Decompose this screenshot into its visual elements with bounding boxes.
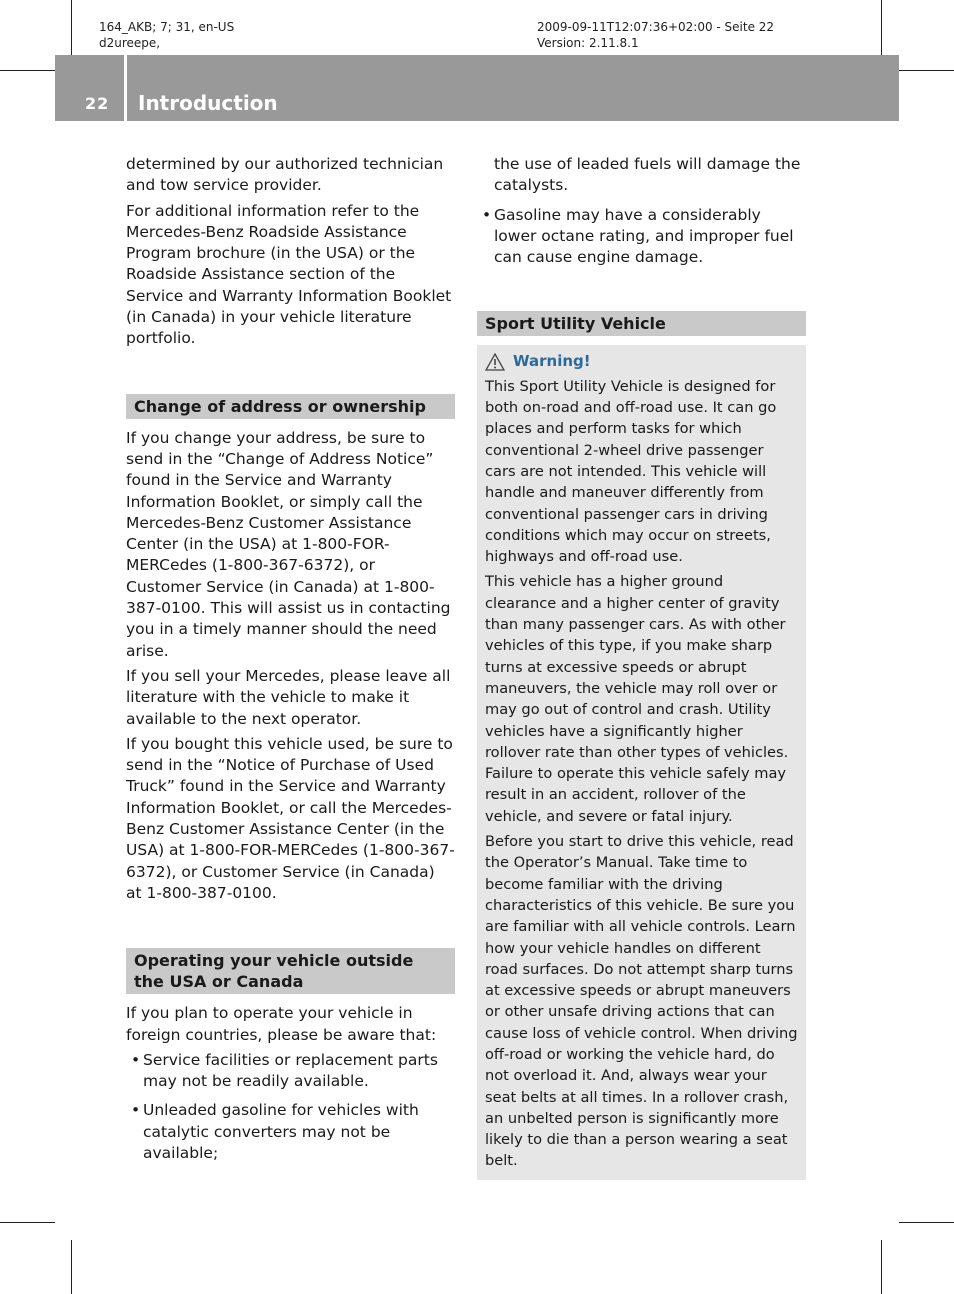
warning-paragraph: This vehicle has a higher ground clearance and a higher center of gravity than many passenger cars. As with other vehicles of this type, if you make sharp turns at excessive speeds or abrupt maneuvers, the vehicle may roll over or may go out of control and crash. Utility vehicles have a significantly higher rollover rate than other types of vehicles. Failure to operate this vehicle safely may result in an accident, rollover of the vehicle, and severe or fatal injury. xyxy=(485,573,789,825)
crop-mark xyxy=(899,1222,954,1223)
crop-mark xyxy=(71,1240,72,1294)
warning-paragraph: Before you start to drive this vehicle, read the Operator’s Manual. Take time to become familiar with the driving characteristics of this vehicle. Be sure you are familiar with all vehicle controls. Learn how your vehicle handles on different road surfaces. Do not attempt sharp turns at excessive speeds or abrupt maneuvers or other unsafe driving actions that can cause loss of vehicle control. When driving off-road or working the vehicle hard, do not overload it. And, always wear your seat belts at all times. In a rollover crash, an unbelted person is significantly more likely to die than a person wearing a seat belt. xyxy=(485,833,798,1170)
paragraph: determined by our authorized technician and tow service provider. xyxy=(126,155,444,195)
crop-mark xyxy=(899,70,954,71)
heading-sport-utility-vehicle: Sport Utility Vehicle xyxy=(477,311,806,336)
page-number: 22 xyxy=(85,94,110,113)
left-column xyxy=(126,154,455,1172)
heading-change-of-address: Change of address or ownership xyxy=(126,394,455,419)
list-item-text: Service facilities or replacement parts may not be readily available. xyxy=(143,1050,438,1091)
print-meta-line: Version: 2.11.8.1 xyxy=(537,36,639,50)
crop-mark xyxy=(0,1222,55,1223)
print-meta-line: d2ureepe, xyxy=(99,36,161,50)
list-item-text: the use of leaded fuels will damage the catalysts. xyxy=(494,155,801,195)
list-item-text: Gasoline may have a considerably lower octane rating, and improper fuel can cause engine damage. xyxy=(494,205,794,267)
list-item-text: Unleaded gasoline for vehicles with catalytic converters may not be available; xyxy=(143,1101,419,1162)
paragraph: If you sell your Mercedes, please leave all literature with the vehicle to make it available to the next operator. xyxy=(126,666,451,728)
paragraph: If you change your address, be sure to send in the “Change of Address Notice” found in the Service and Warranty Information Booklet, or simply call the Mercedes-Benz Customer Assistance Center (in the USA) at 1-800-FOR-MERCedes (1-800-367-6372), or Customer Service (in Canada) at 1-800-387-0100. This will assist us in contacting you in a timely manner should the need arise. xyxy=(126,428,451,660)
heading-outside-usa: Operating your vehicle outside the USA or Canada xyxy=(126,948,455,994)
crop-mark xyxy=(71,0,72,55)
right-column xyxy=(477,154,806,1180)
list-item-continuation xyxy=(477,154,806,197)
warning-box xyxy=(477,345,806,1179)
crop-mark xyxy=(881,0,882,55)
section-title: Introduction xyxy=(138,91,278,115)
paragraph: For additional information refer to the Mercedes-Benz Roadside Assistance Program brochure (in the USA) or the Roadside Assistance section of the Service and Warranty Information Booklet (in Canada) in your vehicle literature portfolio. xyxy=(126,201,452,348)
list-item: • Service facilities or replacement parts may not be readily available. xyxy=(131,1050,438,1091)
list-item: • Unleaded gasoline for vehicles with catalytic converters may not be available; xyxy=(131,1101,419,1162)
warning-paragraph: This Sport Utility Vehicle is designed for both on-road and off-road use. It can go places and perform tasks for which conventional 2-wheel drive passenger cars are not intended. This vehicle will handle and maneuver differently from conventional passenger cars in driving conditions which may occur on streets, highways and off-road use. xyxy=(485,377,777,566)
warning-triangle-icon xyxy=(485,353,505,371)
crop-mark xyxy=(0,70,55,71)
crop-mark xyxy=(881,1240,882,1294)
print-meta-left xyxy=(99,19,234,51)
paragraph: If you plan to operate your vehicle in foreign countries, please be aware that: xyxy=(126,1004,437,1044)
paragraph: If you bought this vehicle used, be sure to send in the “Notice of Purchase of Used Truck” found in the Service and Warranty Information Booklet, or call the Mercedes-Benz Customer Assistance Center (in the USA) at 1-800-FOR-MERCedes (1-800-367-6372), or Customer Service (in Canada) at 1-800-387-0100. xyxy=(126,734,455,902)
print-meta-line: 164_AKB; 7; 31, en-US xyxy=(99,20,235,34)
list-item: • Gasoline may have a considerably lower octane rating, and improper fuel can cause engine damage. xyxy=(482,205,794,267)
print-meta-line: 2009-09-11T12:07:36+02:00 - Seite 22 xyxy=(537,20,775,34)
header-divider xyxy=(124,55,127,121)
warning-title: Warning! xyxy=(513,352,591,371)
warning-header xyxy=(485,351,798,372)
print-meta-right xyxy=(537,19,774,51)
